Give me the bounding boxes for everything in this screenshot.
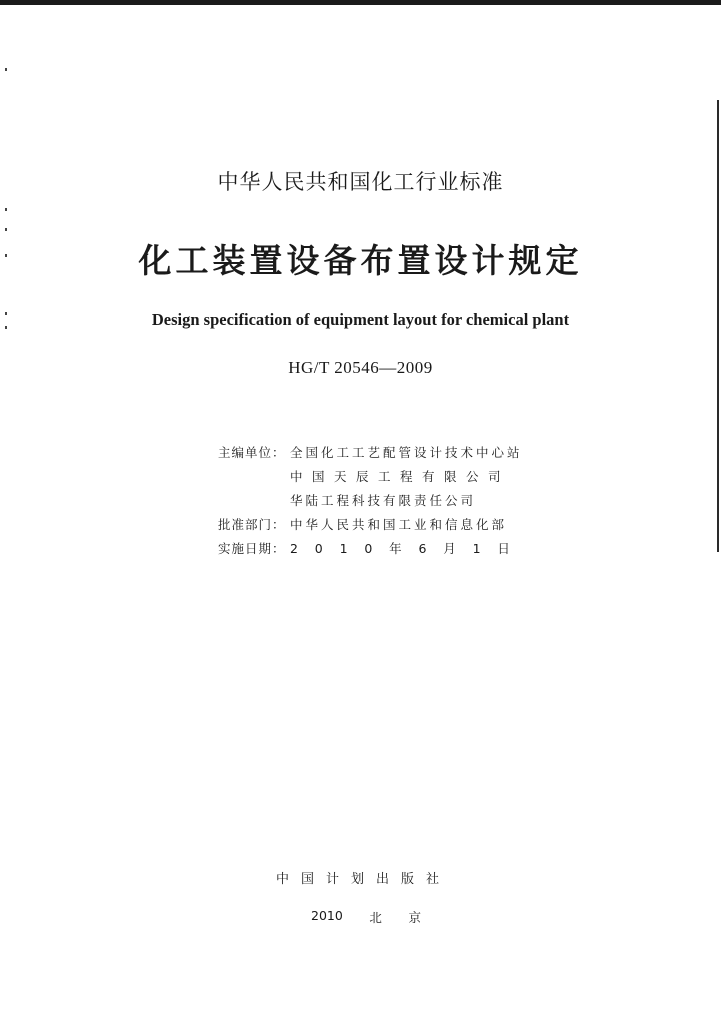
scan-mark [5, 68, 7, 71]
date-char: 6 [418, 541, 427, 556]
date-char: 2 [290, 541, 298, 556]
editor-unit-1: 全国化工工艺配管设计技术中心站 [290, 445, 523, 460]
editor-unit-2: 中国天辰工程有限公司 [290, 469, 511, 484]
english-title: Design specification of equipment layout for chemical plant [151, 310, 570, 329]
date-char: 年 [389, 541, 402, 556]
date-char: 0 [364, 541, 373, 556]
standard-series: 中华人民共和国化工行业标准 [217, 170, 504, 194]
date-char: 1 [339, 541, 348, 556]
date-char: 日 [497, 541, 510, 556]
approver-value: 中华人民共和国工业和信息化部 [290, 517, 508, 532]
city-char: 京 [408, 910, 421, 925]
publication-place [311, 908, 421, 926]
date-row [218, 540, 518, 558]
publisher-name: 中国计划出版社 [275, 872, 451, 887]
page-title: 化工装置设备布置设计规定 [138, 241, 583, 280]
publication-year: 2010 [311, 908, 343, 923]
scan-mark [5, 228, 7, 231]
approver-label: 批准部门： [218, 517, 286, 532]
effective-date [290, 540, 510, 558]
date-char: 月 [443, 541, 456, 556]
editor-unit-3: 华陆工程科技有限责任公司 [290, 493, 477, 508]
date-char: 0 [314, 541, 323, 556]
top-border-line [0, 0, 721, 5]
date-char: 1 [472, 541, 481, 556]
date-label: 实施日期： [218, 541, 286, 556]
standard-code: HG/T 20546—2009 [288, 358, 433, 377]
scan-mark [5, 208, 7, 211]
editor-label: 主编单位： [218, 445, 286, 460]
city-char: 北 [369, 910, 382, 925]
